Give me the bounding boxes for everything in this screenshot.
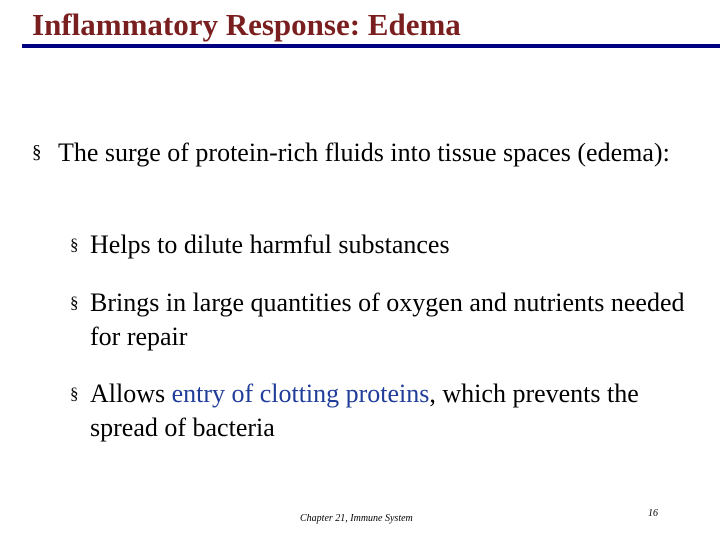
sub-bullet-text: Helps to dilute harmful substances: [90, 230, 450, 259]
main-bullet-text: The surge of protein-rich fluids into tissue spaces (edema):: [58, 138, 670, 167]
page-number: 16: [648, 508, 658, 519]
main-bullet: [32, 136, 698, 170]
sub-bullet-1: [70, 228, 690, 262]
sub-bullet-text: Brings in large quantities of oxygen and nutrients needed for repair: [90, 288, 685, 351]
bullet-marker-icon: §: [70, 235, 79, 254]
sub-bullet-text-before: Allows: [90, 379, 172, 408]
sub-bullet-2: [70, 286, 690, 354]
sub-bullet-text-after: , which prevents the spread of bacteria: [90, 379, 639, 442]
bullet-marker-icon: §: [70, 384, 79, 403]
bullet-marker-icon: §: [70, 293, 79, 312]
slide-title: Inflammatory Response: Edema: [32, 7, 461, 42]
sub-bullet-3: [70, 377, 690, 445]
highlighted-text: entry of clotting proteins: [171, 379, 430, 408]
bullet-marker-icon: §: [32, 142, 42, 163]
footer-chapter: Chapter 21, Immune System: [300, 513, 413, 524]
title-underline: [22, 44, 720, 48]
